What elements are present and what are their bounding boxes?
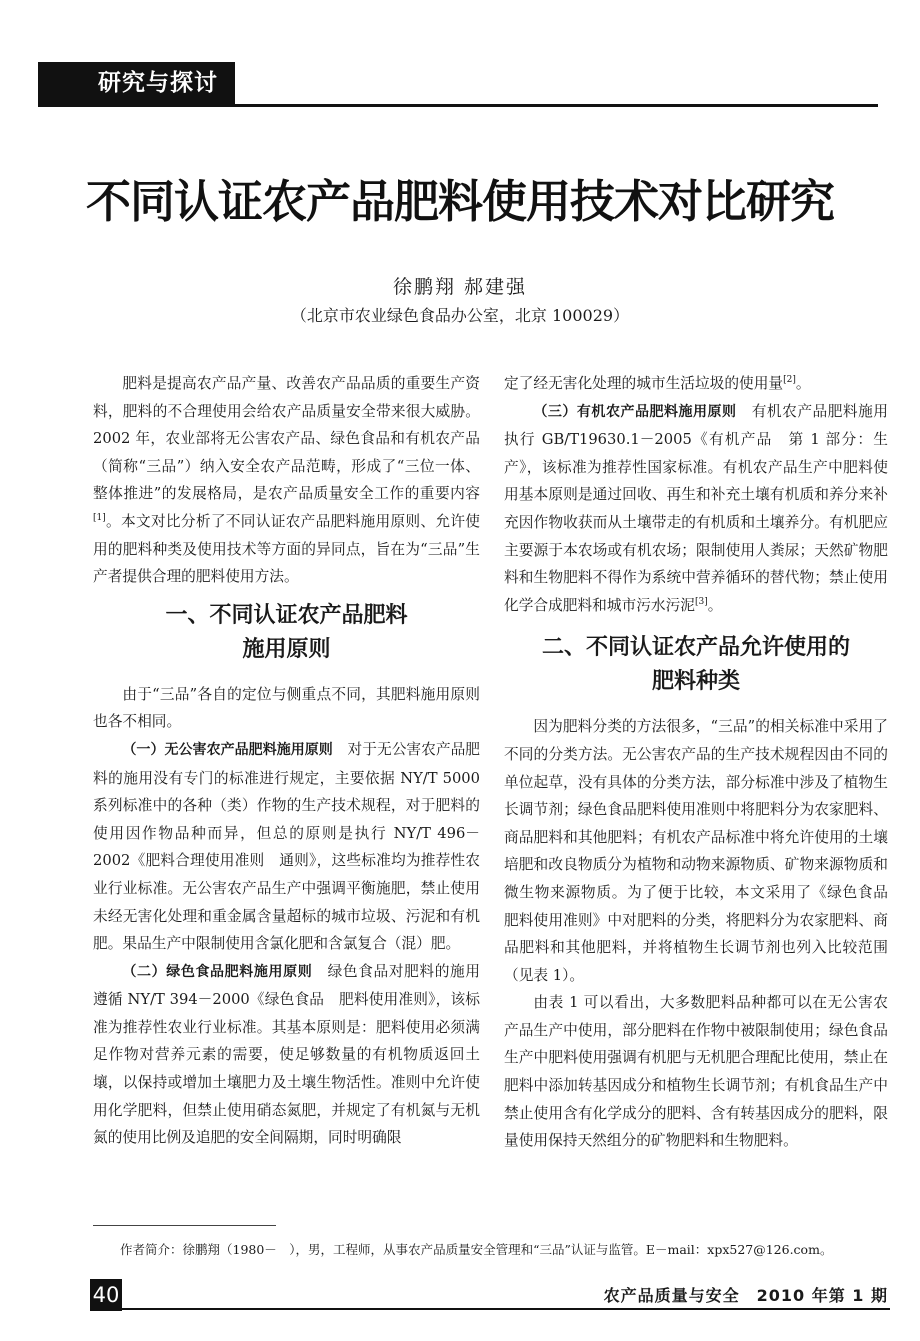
citation-ref: [2]: [783, 375, 796, 386]
fertilizer-types-paragraph: 因为肥料分类的方法很多，“三品”的相关标准中采用了不同的分类方法。无公害农产品的生产技术规程因由不同的单位起草，没有具体的分类方法，部分标准中涉及了植物生长调节剂；绿色食品肥料使用准则中将肥料分为农家肥料、商品肥料和其他肥料；有机农产品标准中将允许使用的土壤培肥和改良物质分为植物和动物来源物质、矿物来源物质和微生物来源物质。为了便于比较，本文采用了《绿色食品 肥料使用准则》中对肥料的分类，将肥料分为农家肥料、商品肥料和其他肥料，并将植物生长调节剂也列入比较范围（见表 1）。: [504, 718, 903, 984]
subsection-pollution-free: （一）无公害农产品肥料施用原则 对于无公害农产品肥料的施用没有专门的标准进行规定，主要依据 NY/T 5000 系列标准中的各种（类）作物的生产技术规程，对于肥料的使用因作物品种而异，但总的原则是执行 NY/T 496－2002《肥料合理使用准则 通则》，这些标准均为推荐性农业行业标准。无公害农产品生产中强调平衡施肥，禁止使用未经无害化处理和重金属含量超标的城市垃圾、污泥和有机肥。果品生产中限制使用含氯化肥和含氯复合（混）肥。: [93, 740, 480, 953]
page-number: 40: [90, 1279, 122, 1311]
right-column: [504, 370, 903, 1155]
article-authors: 徐鹏翔 郝建强: [392, 276, 528, 298]
principles-paragraph: 由于“三品”各自的定位与侧重点不同，其肥料施用原则也各不相同。: [93, 685, 480, 731]
footnote-divider: [93, 1225, 276, 1226]
continued-paragraph: 定了经无害化处理的城市生活垃圾的使用量[2]。: [504, 375, 811, 392]
subheading-pollution-free: （一）无公害农产品肥料施用原则: [122, 741, 333, 758]
subsection-green-food: （二）绿色食品肥料施用原则 绿色食品对肥料的施用遵循 NY/T 394－2000《绿色食品 肥料使用准则》，该标准为推荐性农业行业标准。其基本原则是：肥料使用必须满足作物对营养元素的需要，使足够数量的有机物质返回土壤，以保持或增加土壤肥力及土壤生物活性。准则中允许使用化学肥料，但禁止使用硝态氮肥，并规定了有机氮与无机氮的使用比例及追肥的安全间隔期，同时明确限: [93, 962, 480, 1147]
intro-paragraph: 肥料是提高农产品产量、改善农产品品质的重要生产资料，肥料的不合理使用会给农产品质量安全带来很大威胁。2002 年，农业部将无公害农产品、绿色食品和有机农产品（简称“三品”）纳入安全农产品范畴，形成了“三位一体、整体推进”的发展格局，是农产品质量安全工作的重要内容[1]。本文对比分析了不同认证农产品肥料施用原则、允许使用的肥料种类及使用技术等方面的异同点，旨在为“三品”生产者提供合理的肥料使用方法。: [93, 375, 480, 586]
subheading-organic: （三）有机农产品肥料施用原则: [533, 403, 737, 420]
section-heading-1: 一、不同认证农产品肥料 施用原则: [165, 602, 408, 662]
footer-rule: [122, 1308, 890, 1310]
author-note: 作者简介：徐鹏翔（1980－ ），男，工程师，从事农产品质量安全管理和“三品”认证与监管。E－mail：xpx527@126.com。: [120, 1242, 833, 1257]
left-column: [93, 370, 480, 1152]
table-summary-paragraph: 由表 1 可以看出，大多数肥料品种都可以在无公害农产品生产中使用，部分肥料在作物中被限制使用；绿色食品生产中肥料使用强调有机肥与无机肥合理配比使用，禁止在肥料中添加转基因成分和植物生长调节剂；有机食品生产中禁止使用含有化学成分的肥料、含有转基因成分的肥料，限量使用保持天然组分的矿物肥料和生物肥料。: [504, 994, 888, 1150]
subheading-green-food: （二）绿色食品肥料施用原则: [122, 963, 313, 980]
section-heading-2: 二、不同认证农产品允许使用的 肥料种类: [541, 635, 850, 695]
section-header-bar: [38, 62, 878, 107]
citation-ref: [3]: [694, 596, 708, 607]
journal-issue: 农产品质量与安全 2010 年第 1 期: [603, 1286, 888, 1305]
section-tag: 研究与探讨: [38, 62, 235, 104]
citation-ref: [1]: [93, 513, 106, 524]
subsection-organic: （三）有机农产品肥料施用原则 有机农产品肥料施用执行 GB/T19630.1－2005《有机产品 第 1 部分：生产》，该标准为推荐性国家标准。有机农产品生产中肥料使用基本原则是通过回收、再生和补充土壤有机质和养分来补充因作物收获而从土壤带走的有机质和土壤养分。有机肥应主要源于本农场或有机农场；限制使用人粪尿；天然矿物肥料和生物肥料不得作为系统中营养循环的替代物；禁止使用化学合成肥料和城市污水污泥[3]。: [504, 402, 888, 614]
author-affiliation: （北京市农业绿色食品办公室，北京 100029）: [290, 306, 630, 325]
article-title: 不同认证农产品肥料使用技术对比研究: [85, 175, 834, 228]
